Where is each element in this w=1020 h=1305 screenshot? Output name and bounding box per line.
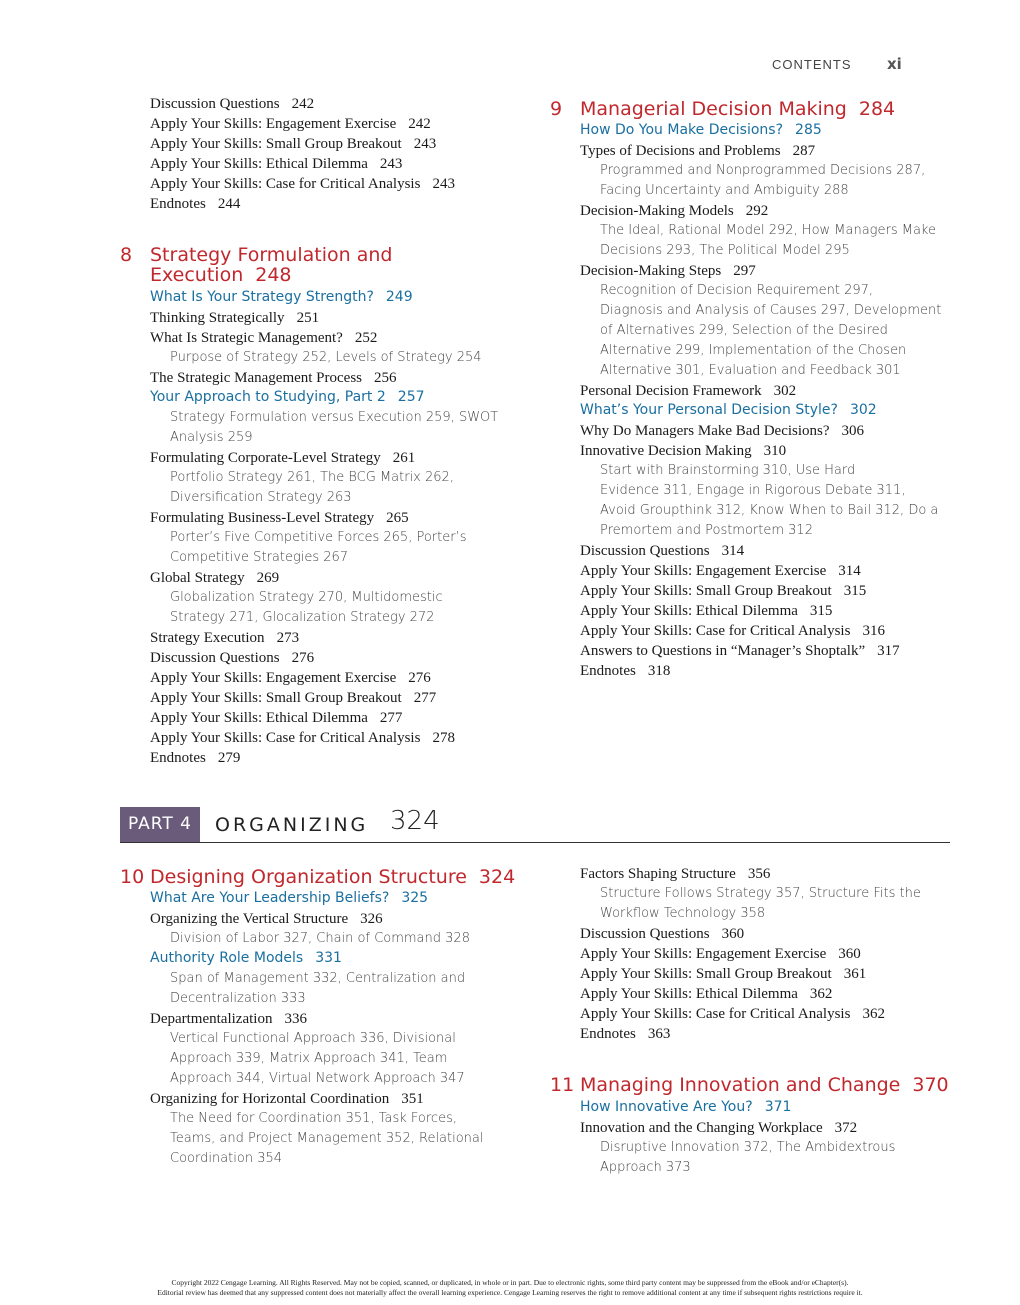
toc-entry-text: Discussion Questions xyxy=(580,926,710,942)
toc-entry-page: 287 xyxy=(792,143,816,159)
toc-entry-page: 363 xyxy=(647,1026,671,1042)
toc-subtopic-line xyxy=(170,430,253,445)
toc-subtopic-line xyxy=(600,523,813,538)
chapter-number: 9 xyxy=(550,98,563,120)
toc-entry-text: Workflow Technology 358 xyxy=(600,906,766,921)
toc-entry xyxy=(580,543,744,560)
toc-entry-text: Approach 373 xyxy=(600,1160,691,1175)
toc-entry-text: Organizing the Vertical Structure xyxy=(150,911,349,927)
toc-subtopic-line xyxy=(600,483,905,498)
toc-entry-page: 356 xyxy=(747,866,771,882)
toc-entry-page: 277 xyxy=(379,710,403,726)
toc-entry-text: Strategy Formulation versus Execution 259, SWOT xyxy=(170,410,499,425)
toc-entry-text: Your Approach to Studying, Part 2 xyxy=(150,389,386,405)
toc-entry-page: 269 xyxy=(256,570,280,586)
toc-entry xyxy=(580,623,885,640)
part-title: ORGANIZING xyxy=(215,814,369,836)
toc-subtopic-line xyxy=(170,931,470,946)
chapter-page: 284 xyxy=(858,98,896,120)
toc-entry xyxy=(150,911,383,928)
toc-entry-page: 242 xyxy=(291,96,315,112)
toc-entry xyxy=(150,750,240,767)
toc-entry-text: What Is Your Strategy Strength? xyxy=(150,289,374,305)
chapter-number: 11 xyxy=(550,1074,575,1096)
toc-subtopic-line xyxy=(170,991,306,1006)
toc-subtopic-line xyxy=(600,906,765,921)
toc-entry-page: 372 xyxy=(834,1120,858,1136)
toc-entry xyxy=(150,690,436,707)
toc-entry xyxy=(580,603,832,620)
toc-entry-page: 265 xyxy=(386,510,409,526)
toc-entry-text: Programmed and Nonprogrammed Decisions 287, xyxy=(600,163,926,178)
toc-entry xyxy=(150,1091,424,1108)
toc-entry-text: Endnotes xyxy=(580,1026,636,1042)
toc-self-assessment-entry xyxy=(580,122,822,138)
toc-entry-text: Apply Your Skills: Small Group Breakout xyxy=(580,583,832,599)
toc-subtopic-line xyxy=(170,550,348,565)
toc-entry xyxy=(580,263,756,280)
toc-subtopic-line xyxy=(170,590,443,605)
toc-subtopic-line xyxy=(170,1111,457,1126)
toc-subtopic-line xyxy=(170,1151,282,1166)
toc-entry-text: Apply Your Skills: Case for Critical Analysis xyxy=(150,730,421,746)
toc-entry-page: 243 xyxy=(432,176,455,192)
part-label: PART 4 xyxy=(120,807,200,842)
toc-entry xyxy=(150,330,377,347)
toc-entry xyxy=(580,563,861,580)
toc-subtopic-line xyxy=(600,463,855,478)
toc-entry-text: Decision-Making Models xyxy=(580,203,734,219)
toc-entry-text: The Ideal, Rational Model 292, How Managers Make xyxy=(600,223,936,238)
toc-entry-text: Competitive Strategies 267 xyxy=(170,550,349,565)
toc-entry-page: 256 xyxy=(374,370,397,386)
toc-entry-text: Endnotes xyxy=(580,663,636,679)
toc-self-assessment-entry xyxy=(580,402,877,418)
toc-entry xyxy=(150,196,240,213)
toc-entry-text: Answers to Questions in “Manager’s Shoptalk” xyxy=(580,643,866,659)
toc-entry xyxy=(150,310,319,327)
toc-entry-text: What Is Strategic Management? xyxy=(150,330,343,346)
toc-subtopic-line xyxy=(600,323,888,338)
toc-entry-text: Alternative 299, Implementation of the Chosen xyxy=(600,343,907,358)
toc-entry xyxy=(580,143,815,160)
toc-entry-page: 285 xyxy=(795,122,822,138)
toc-entry-text: Endnotes xyxy=(150,196,206,212)
toc-entry xyxy=(150,370,397,387)
toc-entry-page: 243 xyxy=(379,156,403,172)
chapter-number: 10 xyxy=(120,866,145,888)
toc-self-assessment-entry xyxy=(150,890,428,906)
chapter-page: 370 xyxy=(912,1074,949,1096)
toc-entry xyxy=(580,1006,885,1023)
toc-subtopic-line xyxy=(170,490,352,505)
toc-subtopic-line xyxy=(170,350,482,365)
toc-entry-text: Diagnosis and Analysis of Causes 297, Development xyxy=(600,303,942,318)
chapter-page: 324 xyxy=(478,866,516,888)
toc-entry xyxy=(580,966,866,983)
toc-entry-page: 276 xyxy=(408,670,431,686)
toc-subtopic-line xyxy=(170,971,465,986)
toc-entry xyxy=(150,136,436,153)
toc-entry-text: Apply Your Skills: Engagement Exercise xyxy=(150,670,397,686)
toc-entry-text: What’s Your Personal Decision Style? xyxy=(580,402,838,418)
footer-line-2: Editorial review has deemed that any suppressed content does not materially affect the overall learning experience. Cengage Learning reserves the right to remove additional content at any time if subsequent rights restrictions require it. xyxy=(157,1288,863,1297)
toc-entry-page: 310 xyxy=(763,443,787,459)
toc-entry-page: 302 xyxy=(773,383,797,399)
toc-subtopic-line xyxy=(600,183,849,198)
toc-entry-page: 276 xyxy=(291,650,315,666)
toc-entry-text: Apply Your Skills: Ethical Dilemma xyxy=(150,156,368,172)
toc-entry-text: Premortem and Postmortem 312 xyxy=(600,523,813,538)
toc-subtopic-line xyxy=(600,163,925,178)
toc-entry-text: Division of Labor 327, Chain of Command 328 xyxy=(170,931,470,946)
toc-entry-page: 318 xyxy=(647,663,671,679)
toc-entry xyxy=(150,510,409,527)
toc-entry xyxy=(150,156,402,173)
toc-entry xyxy=(150,96,314,113)
chapter-page: 248 xyxy=(255,264,292,286)
toc-entry-text: The Need for Coordination 351, Task Forces, xyxy=(170,1111,457,1126)
toc-entry-page: 243 xyxy=(413,136,437,152)
toc-entry-page: 278 xyxy=(432,730,455,746)
toc-entry xyxy=(580,1026,670,1043)
running-header xyxy=(772,55,912,77)
toc-subtopic-line xyxy=(600,343,906,358)
copyright-footer xyxy=(0,1278,1020,1298)
toc-subtopic-line xyxy=(600,243,850,258)
toc-entry-text: Diversification Strategy 263 xyxy=(170,490,352,505)
toc-entry-text: Formulating Corporate-Level Strategy xyxy=(150,450,381,466)
chapter-title xyxy=(580,1075,949,1095)
toc-entry-text: Apply Your Skills: Ethical Dilemma xyxy=(150,710,368,726)
toc-subtopic-line xyxy=(600,363,901,378)
toc-subtopic-line xyxy=(170,530,466,545)
toc-entry-text: Innovation and the Changing Workplace xyxy=(580,1120,823,1136)
toc-entry-text: Authority Role Models xyxy=(150,950,304,966)
toc-entry-text: Porter’s Five Competitive Forces 265, Porter’s xyxy=(170,530,467,545)
toc-entry xyxy=(580,926,744,943)
toc-entry-text: Apply Your Skills: Ethical Dilemma xyxy=(580,603,798,619)
toc-entry-text: Disruptive Innovation 372, The Ambidextrous xyxy=(600,1140,896,1155)
toc-entry-text: Discussion Questions xyxy=(150,650,280,666)
toc-entry-text: Approach 339, Matrix Approach 341, Team xyxy=(170,1051,448,1066)
toc-subtopic-line xyxy=(170,1031,456,1046)
toc-entry-text: Organizing for Horizontal Coordination xyxy=(150,1091,390,1107)
toc-entry-page: 261 xyxy=(392,450,416,466)
toc-entry-text: Analysis 259 xyxy=(170,430,253,445)
toc-subtopic-line xyxy=(170,1071,465,1086)
toc-entry-text: Start with Brainstorming 310, Use Hard xyxy=(600,463,856,478)
toc-entry xyxy=(150,670,431,687)
toc-subtopic-line xyxy=(170,1051,447,1066)
toc-subtopic-line xyxy=(170,1131,484,1146)
toc-self-assessment-entry xyxy=(580,1099,791,1115)
toc-entry-text: Apply Your Skills: Engagement Exercise xyxy=(580,563,827,579)
header-label: CONTENTS xyxy=(772,57,852,72)
toc-entry-page: 360 xyxy=(721,926,745,942)
toc-entry-text: Apply Your Skills: Ethical Dilemma xyxy=(580,986,798,1002)
toc-entry-text: Apply Your Skills: Engagement Exercise xyxy=(580,946,827,962)
toc-subtopic-line xyxy=(170,410,498,425)
toc-subtopic-line xyxy=(600,886,921,901)
toc-entry-text: How Do You Make Decisions? xyxy=(580,122,784,138)
toc-subtopic-line xyxy=(600,283,873,298)
toc-entry xyxy=(150,1011,307,1028)
toc-entry xyxy=(150,570,279,587)
toc-entry-page: 273 xyxy=(276,630,300,646)
toc-entry xyxy=(580,423,864,440)
toc-entry-page: 336 xyxy=(284,1011,307,1027)
header-page-number: xi xyxy=(887,55,902,73)
footer-line-1: Copyright 2022 Cengage Learning. All Rights Reserved. May not be copied, scanned, or duplicated, in whole or in part. Due to electronic rights, some third party content may be suppressed from the eBook and/or eChapter(s). xyxy=(171,1278,849,1287)
toc-entry-text: Vertical Functional Approach 336, Divisional xyxy=(170,1031,456,1046)
toc-entry xyxy=(150,730,455,747)
toc-subtopic-line xyxy=(170,470,454,485)
toc-entry xyxy=(580,383,796,400)
toc-entry-page: 297 xyxy=(733,263,756,279)
toc-entry-text: How Innovative Are You? xyxy=(580,1099,753,1115)
toc-entry xyxy=(150,176,455,193)
toc-entry-text: Portfolio Strategy 261, The BCG Matrix 262, xyxy=(170,470,454,485)
toc-entry-page: 257 xyxy=(397,389,425,405)
toc-entry-text: Departmentalization xyxy=(150,1011,273,1027)
toc-entry xyxy=(150,116,431,133)
toc-entry xyxy=(150,630,299,647)
toc-entry-text: Strategy Execution xyxy=(150,630,265,646)
toc-entry-text: Apply Your Skills: Small Group Breakout xyxy=(580,966,832,982)
toc-entry xyxy=(150,450,415,467)
toc-entry-text: Teams, and Project Management 352, Relational xyxy=(170,1131,484,1146)
toc-entry-page: 331 xyxy=(315,950,342,966)
toc-entry-page: 361 xyxy=(843,966,867,982)
toc-entry-text: Apply Your Skills: Engagement Exercise xyxy=(150,116,397,132)
toc-entry-text: Evidence 311, Engage in Rigorous Debate 311, xyxy=(600,483,906,498)
toc-entry-page: 244 xyxy=(217,196,241,212)
chapter-title xyxy=(580,99,895,119)
chapter-title-text: Managerial Decision Making xyxy=(580,98,847,120)
toc-entry-text: Approach 344, Virtual Network Approach 347 xyxy=(170,1071,465,1086)
chapter-title-text: Managing Innovation and Change xyxy=(580,1074,901,1096)
toc-entry-text: Strategy 271, Glocalization Strategy 272 xyxy=(170,610,435,625)
toc-subtopic-line xyxy=(170,610,434,625)
toc-entry-text: Discussion Questions xyxy=(580,543,710,559)
toc-entry-text: Apply Your Skills: Case for Critical Analysis xyxy=(580,1006,851,1022)
toc-entry-text: Thinking Strategically xyxy=(150,310,285,326)
toc-entry-page: 292 xyxy=(745,203,769,219)
toc-entry-text: Factors Shaping Structure xyxy=(580,866,736,882)
toc-entry-page: 302 xyxy=(849,402,877,418)
toc-entry-text: Apply Your Skills: Small Group Breakout xyxy=(150,690,402,706)
toc-entry xyxy=(580,443,786,460)
toc-entry-text: Alternative 301, Evaluation and Feedback 301 xyxy=(600,363,901,378)
toc-entry-page: 306 xyxy=(841,423,865,439)
toc-entry-text: Types of Decisions and Problems xyxy=(580,143,781,159)
toc-entry xyxy=(580,866,770,883)
toc-entry-text: Structure Follows Strategy 357, Structure Fits the xyxy=(600,886,921,901)
toc-entry-text: Purpose of Strategy 252, Levels of Strategy 254 xyxy=(170,350,482,365)
toc-entry-text: Apply Your Skills: Case for Critical Analysis xyxy=(580,623,851,639)
toc-entry-page: 277 xyxy=(413,690,437,706)
toc-entry-text: Facing Uncertainty and Ambiguity 288 xyxy=(600,183,849,198)
toc-entry-page: 316 xyxy=(862,623,885,639)
toc-self-assessment-entry xyxy=(150,289,413,305)
toc-entry-text: Discussion Questions xyxy=(150,96,280,112)
toc-entry-text: Coordination 354 xyxy=(170,1151,283,1166)
toc-entry-page: 249 xyxy=(385,289,413,305)
toc-entry-text: What Are Your Leadership Beliefs? xyxy=(150,890,390,906)
chapter-title-line2 xyxy=(150,265,292,285)
toc-entry-page: 362 xyxy=(809,986,833,1002)
toc-subtopic-line xyxy=(600,503,938,518)
toc-subtopic-line xyxy=(600,303,941,318)
toc-entry-page: 360 xyxy=(838,946,861,962)
toc-entry xyxy=(580,643,900,660)
toc-entry-text: Apply Your Skills: Case for Critical Analysis xyxy=(150,176,421,192)
toc-subtopic-line xyxy=(600,1160,691,1175)
chapter-title-line1: Strategy Formulation and xyxy=(150,244,393,266)
toc-entry-page: 252 xyxy=(354,330,378,346)
toc-entry xyxy=(150,710,402,727)
toc-entry-text: Recognition of Decision Requirement 297, xyxy=(600,283,874,298)
chapter-title-text: Execution xyxy=(150,264,244,286)
toc-entry xyxy=(580,1120,857,1137)
toc-entry-text: The Strategic Management Process xyxy=(150,370,363,386)
toc-entry-text: Formulating Business-Level Strategy xyxy=(150,510,375,526)
toc-entry xyxy=(580,946,861,963)
toc-entry-text: Global Strategy xyxy=(150,570,245,586)
toc-entry-text: Innovative Decision Making xyxy=(580,443,752,459)
toc-entry-text: Span of Management 332, Centralization and xyxy=(170,971,466,986)
toc-entry-text: Decentralization 333 xyxy=(170,991,306,1006)
toc-self-assessment-entry xyxy=(150,389,425,405)
toc-entry-page: 351 xyxy=(401,1091,424,1107)
toc-entry-page: 314 xyxy=(721,543,745,559)
toc-entry-text: Why Do Managers Make Bad Decisions? xyxy=(580,423,830,439)
toc-entry-text: of Alternatives 299, Selection of the Desired xyxy=(600,323,888,338)
toc-entry-text: Decisions 293, The Political Model 295 xyxy=(600,243,850,258)
toc-entry-page: 315 xyxy=(843,583,867,599)
chapter-title xyxy=(150,867,515,887)
toc-entry-text: Endnotes xyxy=(150,750,206,766)
chapter-title-text: Designing Organization Structure xyxy=(150,866,467,888)
chapter-number: 8 xyxy=(120,244,133,266)
toc-entry-text: Decision-Making Steps xyxy=(580,263,722,279)
toc-entry-page: 371 xyxy=(764,1099,792,1115)
toc-entry xyxy=(580,203,768,220)
part-divider xyxy=(120,842,950,843)
toc-entry-page: 279 xyxy=(217,750,241,766)
toc-entry-page: 325 xyxy=(401,890,429,906)
toc-self-assessment-entry xyxy=(150,950,342,966)
toc-entry-text: Apply Your Skills: Small Group Breakout xyxy=(150,136,402,152)
toc-entry-page: 362 xyxy=(862,1006,885,1022)
toc-entry xyxy=(150,650,314,667)
toc-entry-page: 242 xyxy=(408,116,431,132)
toc-entry xyxy=(580,663,670,680)
toc-subtopic-line xyxy=(600,223,936,238)
toc-entry-page: 326 xyxy=(360,911,383,927)
toc-entry-page: 314 xyxy=(838,563,861,579)
toc-subtopic-line xyxy=(600,1140,895,1155)
toc-entry xyxy=(580,583,866,600)
toc-entry-page: 251 xyxy=(296,310,320,326)
toc-entry-text: Avoid Groupthink 312, Know When to Bail 312, Do a xyxy=(600,503,939,518)
toc-entry-text: Personal Decision Framework xyxy=(580,383,762,399)
toc-entry-page: 315 xyxy=(809,603,833,619)
toc-entry xyxy=(580,986,832,1003)
toc-entry-text: Globalization Strategy 270, Multidomestic xyxy=(170,590,443,605)
toc-entry-page: 317 xyxy=(877,643,900,659)
part-page: 324 xyxy=(390,806,440,836)
